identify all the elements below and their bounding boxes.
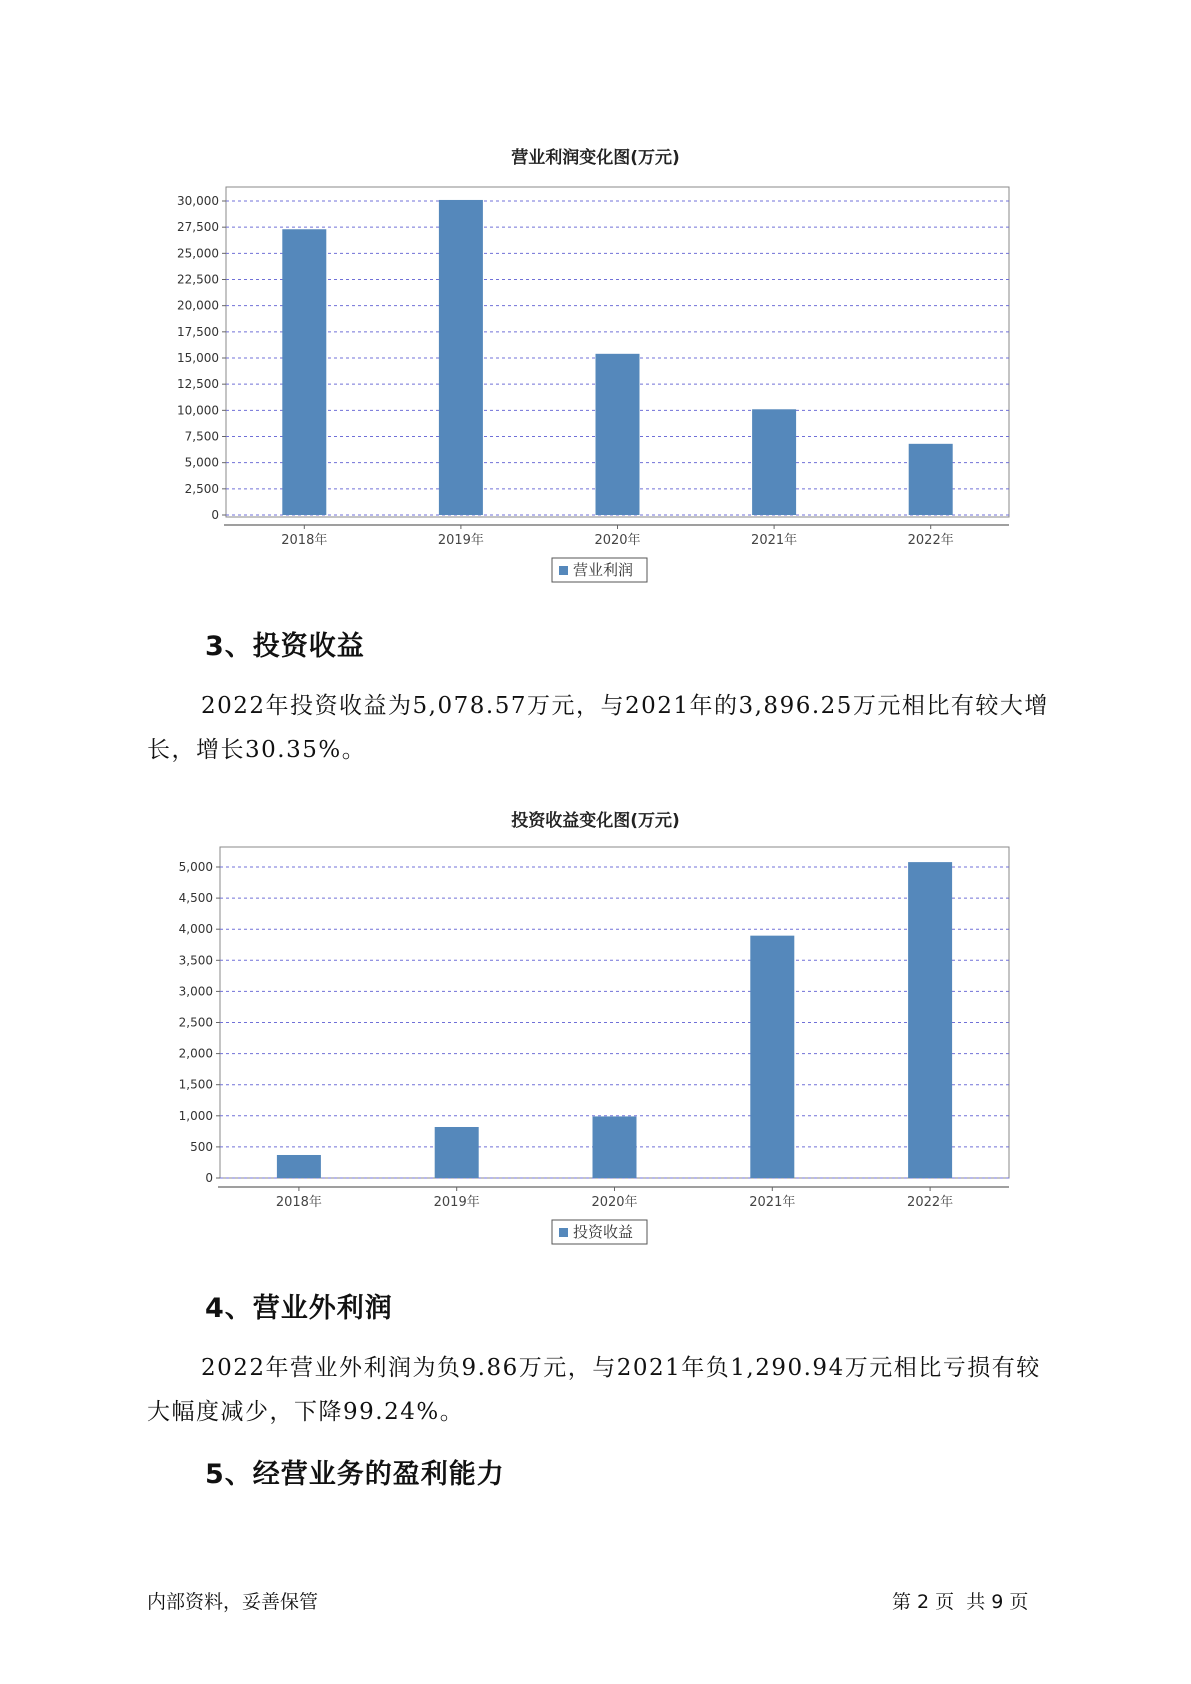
x-tick-label: 2020年 xyxy=(594,533,641,548)
legend-label: 营业利润 xyxy=(573,561,634,579)
y-tick-label: 30,000 xyxy=(177,194,219,208)
legend xyxy=(552,1220,647,1244)
legend-label: 投资收益 xyxy=(573,1223,634,1241)
y-tick-label: 500 xyxy=(190,1139,213,1154)
y-tick-label: 4,500 xyxy=(178,891,213,906)
section-4-heading: 4、营业外利润 xyxy=(205,1293,393,1324)
y-tick-label: 0 xyxy=(205,1171,213,1185)
x-tick-label: 2022年 xyxy=(907,1195,954,1210)
legend-swatch xyxy=(559,1228,568,1237)
y-tick-label: 0 xyxy=(211,508,219,522)
x-tick-label: 2018年 xyxy=(275,1195,322,1210)
bar-2020年 xyxy=(593,1116,637,1178)
section-3-paragraph: 2022年投资收益为5,078.57万元，与2021年的3,896.25万元相比有较大增长，增长30.35%。 xyxy=(147,693,1049,763)
bar-2021年 xyxy=(750,936,794,1178)
x-tick-label: 2019年 xyxy=(437,533,484,548)
y-tick-label: 27,500 xyxy=(177,220,219,235)
y-tick-label: 1,500 xyxy=(178,1077,213,1092)
y-tick-label: 3,500 xyxy=(178,953,213,968)
y-tick-label: 5,000 xyxy=(184,455,219,470)
x-tick-label: 2018年 xyxy=(281,533,328,548)
x-tick-label: 2021年 xyxy=(751,533,798,548)
y-tick-label: 10,000 xyxy=(177,403,219,418)
y-tick-label: 20,000 xyxy=(177,298,219,313)
y-tick-label: 7,500 xyxy=(184,429,219,444)
y-tick-label: 2,000 xyxy=(178,1046,213,1061)
section-3-heading: 3、投资收益 xyxy=(205,631,365,662)
y-tick-label: 2,500 xyxy=(178,1015,213,1030)
y-tick-label: 25,000 xyxy=(177,246,219,261)
y-tick-label: 2,500 xyxy=(184,481,219,496)
y-tick-label: 22,500 xyxy=(177,272,219,287)
bar-2022年 xyxy=(908,862,952,1178)
x-tick-label: 2019年 xyxy=(433,1195,480,1210)
y-tick-label: 3,000 xyxy=(178,984,213,999)
y-tick-label: 12,500 xyxy=(177,377,219,392)
section-5-heading: 5、经营业务的盈利能力 xyxy=(205,1459,505,1490)
x-tick-label: 2020年 xyxy=(591,1195,638,1210)
footer-confidential-note: 内部资料，妥善保管 xyxy=(147,1591,319,1613)
chart-title: 投资收益变化图(万元) xyxy=(511,811,680,831)
footer-page-number: 第 2 页 共 9 页 xyxy=(892,1591,1029,1613)
x-tick-label: 2021年 xyxy=(749,1195,796,1210)
y-tick-label: 5,000 xyxy=(178,860,213,874)
bar-2018年 xyxy=(277,1155,321,1178)
y-tick-label: 17,500 xyxy=(177,324,219,339)
y-tick-label: 4,000 xyxy=(178,922,213,937)
x-tick-label: 2022年 xyxy=(907,533,954,548)
section-4-paragraph: 2022年营业外利润为负9.86万元，与2021年负1,290.94万元相比亏损有较大幅度减少，下降99.24%。 xyxy=(147,1355,1041,1425)
chart-title: 营业利润变化图(万元) xyxy=(511,148,680,168)
y-tick-label: 1,000 xyxy=(178,1108,213,1123)
y-tick-label: 15,000 xyxy=(177,351,219,365)
bar-2019年 xyxy=(435,1127,479,1178)
